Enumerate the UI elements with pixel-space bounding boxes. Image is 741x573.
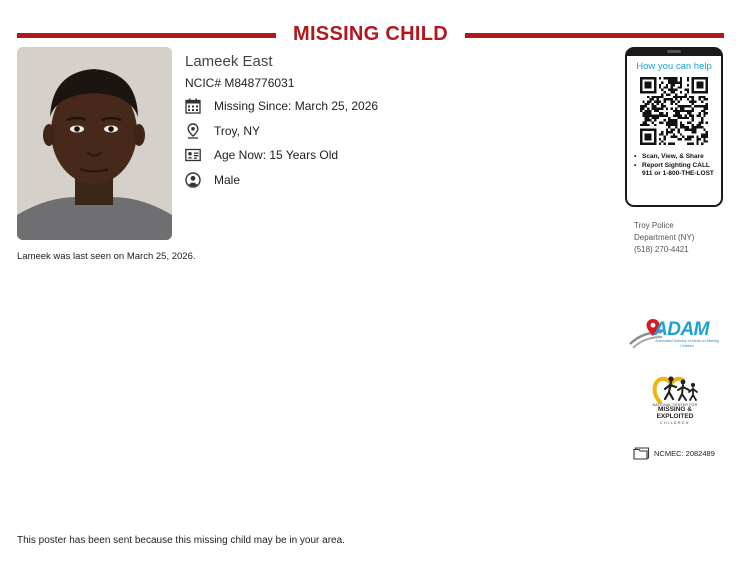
agency-name-line2: Department (NY)	[634, 233, 695, 242]
person-icon	[185, 172, 201, 188]
calendar-icon	[185, 98, 201, 114]
ncmec-case-number: NCMEC: 2082489	[654, 448, 715, 458]
sex-text: Male	[214, 173, 241, 187]
ncmec-line2a: MISSING &	[658, 406, 692, 413]
header-rule-left	[17, 33, 276, 38]
help-card-phone	[625, 47, 723, 207]
ncmec-line1: NATIONAL CENTER FOR	[652, 403, 698, 407]
ncmec-line2b: EXPLOITED	[656, 412, 694, 420]
qr-code-icon[interactable]	[640, 77, 708, 145]
adam-subtitle: Automated Delivery of Alerts on Missing Children	[655, 339, 719, 348]
agency-name-line1: Troy Police	[634, 221, 674, 230]
agency-phone: (518) 270-4421	[634, 245, 689, 254]
id-card-icon	[185, 147, 201, 163]
last-seen-text: Lameek was last seen on March 25, 2026.	[17, 251, 196, 262]
age-row	[185, 146, 338, 164]
poster-title: MISSING CHILD	[292, 23, 448, 45]
case-number-row	[633, 446, 715, 460]
help-card-title: How you can help	[636, 61, 712, 72]
help-item-share: • Scan, View, & Share	[633, 153, 719, 161]
age-text: Age Now: 15 Years Old	[214, 148, 339, 162]
missing-since-row	[185, 97, 378, 115]
ncic-number: NCIC# M848776031	[185, 76, 295, 90]
help-list	[633, 153, 719, 179]
adam-wordmark: ADAM	[654, 319, 709, 340]
header-rule-right	[465, 33, 724, 38]
child-name: Lameek East	[185, 53, 273, 70]
child-photo	[17, 47, 172, 240]
agency-contact	[634, 220, 694, 256]
location-row	[185, 122, 260, 140]
footer-note: This poster has been sent because this missing child may be in your area.	[17, 535, 345, 546]
ncmec-line3: CHILDREN	[660, 421, 690, 425]
phone-notch	[627, 49, 721, 56]
folder-icon	[633, 446, 650, 460]
location-pin-icon	[185, 123, 201, 139]
ncmec-wordmark	[645, 403, 705, 425]
sex-row	[185, 171, 240, 189]
location-text: Troy, NY	[214, 124, 261, 138]
help-item-report: • Report Sighting CALL 911 or 1-800-THE-LOST	[633, 162, 719, 178]
missing-since-text: Missing Since: March 25, 2026	[214, 99, 379, 113]
